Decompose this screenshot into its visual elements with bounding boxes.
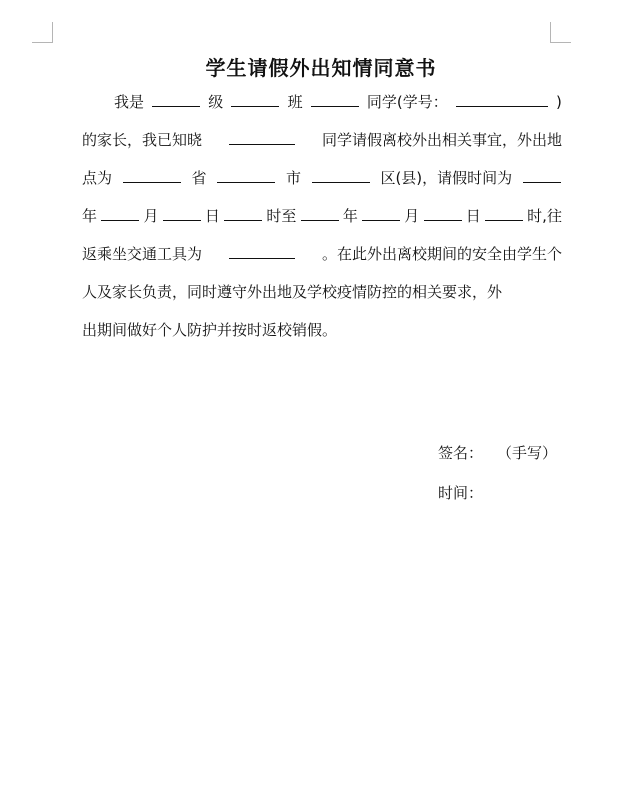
paragraph-line-7 xyxy=(82,311,562,349)
text-segment: 的家长，我已知晓 xyxy=(82,131,203,149)
province-blank[interactable] xyxy=(123,166,181,183)
text-segment: 区(县)，请假时间为 xyxy=(380,169,513,187)
text-segment: 日 xyxy=(465,207,481,225)
student-name-blank[interactable] xyxy=(311,90,359,107)
text-segment: 年 xyxy=(82,207,98,225)
student-blank[interactable] xyxy=(229,128,295,145)
end-day-blank[interactable] xyxy=(424,204,462,221)
end-month-blank[interactable] xyxy=(362,204,400,221)
signature-label: 签名： xyxy=(438,444,484,462)
time-label: 时间： xyxy=(438,484,484,502)
paragraph-line-6 xyxy=(82,273,562,311)
paragraph-line-4 xyxy=(82,197,562,235)
consent-paragraph xyxy=(82,83,562,349)
student-id-blank[interactable] xyxy=(456,90,548,107)
text-segment: 市 xyxy=(285,169,301,187)
text-segment: 省 xyxy=(191,169,207,187)
end-year-blank[interactable] xyxy=(301,204,339,221)
text-segment: 返乘坐交通工具为 xyxy=(82,245,203,263)
text-segment: 同学请假离校外出相关事宜，外出地 xyxy=(321,131,562,149)
start-year-blank[interactable] xyxy=(523,166,561,183)
text-segment: 点为 xyxy=(82,169,113,187)
city-blank[interactable] xyxy=(217,166,275,183)
text-segment: 级 xyxy=(208,93,224,111)
text-segment: 日 xyxy=(204,207,220,225)
text-segment: 我是 xyxy=(114,93,145,111)
grade-blank[interactable] xyxy=(152,90,200,107)
text-segment: 人及家长负责，同时遵守外出地及学校疫情防控的相关要求，外 xyxy=(82,283,503,301)
text-segment: ) xyxy=(556,93,562,111)
district-blank[interactable] xyxy=(312,166,370,183)
text-segment: 月 xyxy=(143,207,159,225)
crop-mark-top-left xyxy=(32,22,53,43)
text-segment: 时至 xyxy=(266,207,297,225)
end-hour-blank[interactable] xyxy=(485,204,523,221)
start-hour-blank[interactable] xyxy=(224,204,262,221)
text-segment: 出期间做好个人防护并按时返校销假。 xyxy=(82,321,338,339)
transport-blank[interactable] xyxy=(229,242,295,259)
signature-note: （手写） xyxy=(497,444,558,462)
text-segment: 。在此外出离校期间的安全由学生个 xyxy=(321,245,562,263)
text-segment: 月 xyxy=(404,207,420,225)
text-segment: 班 xyxy=(287,93,303,111)
time-line xyxy=(438,482,483,503)
crop-mark-top-right xyxy=(550,22,571,43)
paragraph-line-2 xyxy=(82,121,562,159)
text-segment: 年 xyxy=(342,207,358,225)
paragraph-line-5 xyxy=(82,235,562,273)
paragraph-line-1 xyxy=(82,83,562,121)
start-day-blank[interactable] xyxy=(163,204,201,221)
text-segment: 同学(学号： xyxy=(366,93,448,111)
class-blank[interactable] xyxy=(231,90,279,107)
document-title: 学生请假外出知情同意书 xyxy=(205,56,437,80)
signature-line xyxy=(438,442,557,463)
paragraph-line-3 xyxy=(82,159,562,197)
start-month-blank[interactable] xyxy=(101,204,139,221)
text-segment: 时,往 xyxy=(527,207,562,225)
